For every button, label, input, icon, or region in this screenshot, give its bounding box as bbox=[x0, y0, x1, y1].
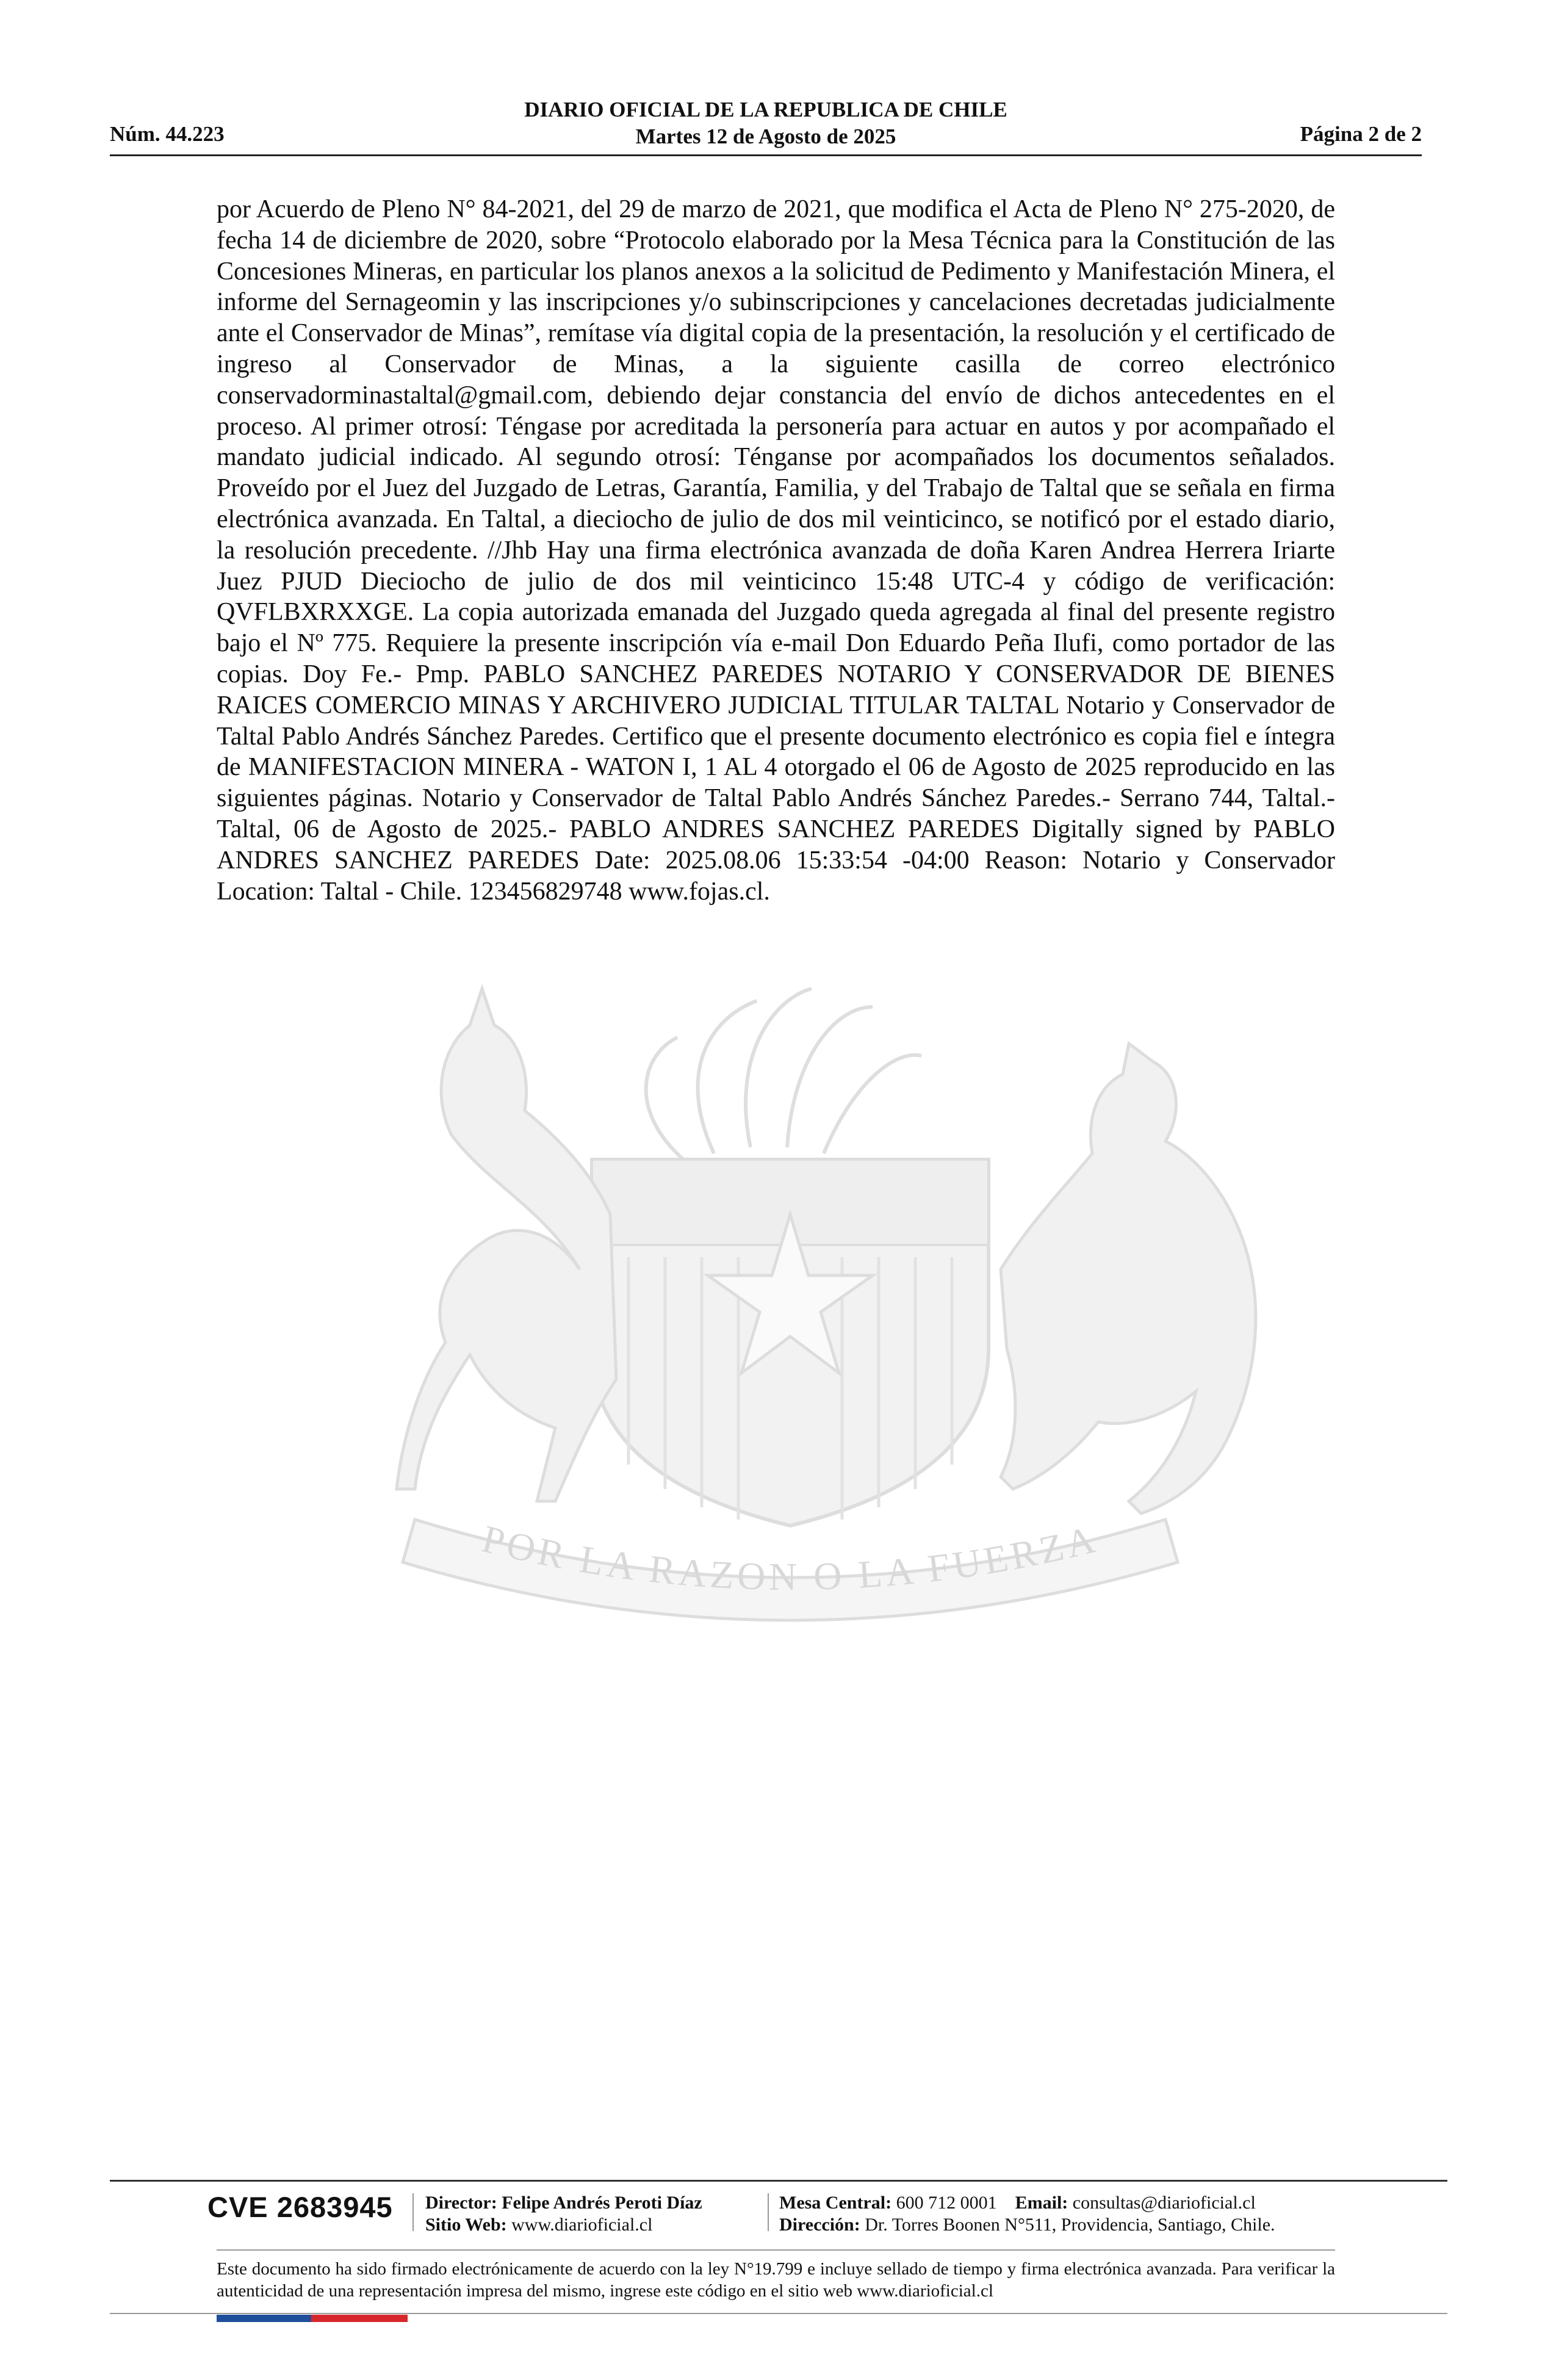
header-divider bbox=[110, 154, 1422, 156]
address-label: Dirección: bbox=[779, 2215, 860, 2235]
site-link[interactable]: www.diarioficial.cl bbox=[511, 2215, 653, 2235]
publication-date: Martes 12 de Agosto de 2025 bbox=[635, 124, 896, 148]
mesa-label: Mesa Central: bbox=[779, 2193, 892, 2213]
footer-legal-note: Este documento ha sido firmado electrónicamente de acuerdo con la ley N°19.799 e incluye sellado de tiempo y firma electrónica avanzada. Para verificar la autenticidad de una representación impresa del mismo, ingrese este código en el sitio web www.diarioficial.cl bbox=[217, 2259, 1335, 2301]
header-center bbox=[110, 96, 1422, 150]
site-label: Sitio Web: bbox=[425, 2215, 507, 2235]
body-paragraph: por Acuerdo de Pleno N° 84-2021, del 29 de marzo de 2021, que modifica el Acta de Pleno N° 275-2020, de fecha 14 de diciembre de 2020, sobre “Protocolo elaborado por la Mesa Técnica para la Constitución de las Concesiones Mineras, en particular los planos anexos a la solicitud de Pedimento y Manifestación Minera, el informe del Sernageomin y las inscripciones y/o subinscripciones y cancelaciones decretadas judicialmente ante el Conservador de Minas”, remítase vía digital copia de la presentación, la resolución y el certificado de ingreso al Conservador de Minas, a la siguiente casilla de correo electrónico conservadorminastaltal@gmail.com, debiendo dejar constancia del envío de dichos antecedentes en el proceso. Al primer otrosí: Téngase por acreditada la personería para actuar en autos y por acompañado el mandato judicial indicado. Al segundo otrosí: Ténganse por acompañados los documentos señalados. Proveído por el Juez del Juzgado de Letras, Garantía, Familia, y del Trabajo de Taltal que se señala en firma electrónica avanzada. En Taltal, a dieciocho de julio de dos mil veinticinco, se notificó por el estado diario, la resolución precedente. //Jhb Hay una firma electrónica avanzada de doña Karen Andrea Herrera Iriarte Juez PJUD Dieciocho de julio de dos mil veinticinco 15:48 UTC-4 y código de verificación: QVFLBXRXXGE. La copia autorizada emanada del Juzgado queda agregada al final del presente registro bajo el Nº 775. Requiere la presente inscripción vía e-mail Don Eduardo Peña Ilufi, como portador de las copias. Doy Fe.- Pmp. PABLO SANCHEZ PAREDES NOTARIO Y CONSERVADOR DE BIENES RAICES COMERCIO MINAS Y ARCHIVERO JUDICIAL TITULAR TALTAL Notario y Conservador de Taltal Pablo Andrés Sánchez Paredes. Certifico que el presente documento electrónico es copia fiel e íntegra de MANIFESTACION MINERA - WATON I, 1 AL 4 otorgado el 06 de Agosto de 2025 reproducido en las siguientes páginas. Notario y Conservador de Taltal Pablo Andrés Sánchez Paredes.- Serrano 744, Taltal.- Taltal, 06 de Agosto de 2025.- PABLO ANDRES SANCHEZ PAREDES Digitally signed by PABLO ANDRES SANCHEZ PAREDES Date: 2025.08.06 15:33:54 -04:00 Reason: Notario y Conservador Location: Taltal - Chile. 123456829748 www.fojas.cl. bbox=[217, 195, 1335, 906]
issue-number: Núm. 44.223 bbox=[110, 122, 225, 146]
flag-color-bar bbox=[217, 2315, 408, 2322]
director-label: Director: Felipe Andrés Peroti Díaz bbox=[425, 2193, 702, 2213]
address-value: Dr. Torres Boonen N°511, Providencia, Santiago, Chile. bbox=[865, 2215, 1275, 2235]
watermark-motto: POR LA RAZON O LA FUERZA bbox=[478, 1516, 1103, 1599]
footer-divider-bottom bbox=[110, 2313, 1447, 2314]
page-header bbox=[110, 96, 1422, 157]
chile-coat-of-arms-watermark-icon bbox=[287, 952, 1294, 1672]
flag-blue-stripe bbox=[217, 2315, 311, 2322]
email-link[interactable]: consultas@diarioficial.cl bbox=[1072, 2193, 1256, 2213]
footer-director-block bbox=[425, 2192, 702, 2236]
footer-separator bbox=[768, 2193, 769, 2231]
footer-contact-block bbox=[779, 2192, 1275, 2236]
cve-code: CVE 2683945 bbox=[207, 2191, 393, 2223]
footer-divider-mid bbox=[217, 2249, 1335, 2251]
page-indicator: Página 2 de 2 bbox=[1300, 122, 1422, 146]
flag-red-stripe bbox=[311, 2315, 408, 2322]
footer-divider-top bbox=[110, 2180, 1447, 2182]
publication-title: DIARIO OFICIAL DE LA REPUBLICA DE CHILE bbox=[524, 98, 1007, 121]
footer-separator bbox=[412, 2193, 414, 2231]
email-label: Email: bbox=[1015, 2193, 1068, 2213]
mesa-value: 600 712 0001 bbox=[896, 2193, 997, 2213]
